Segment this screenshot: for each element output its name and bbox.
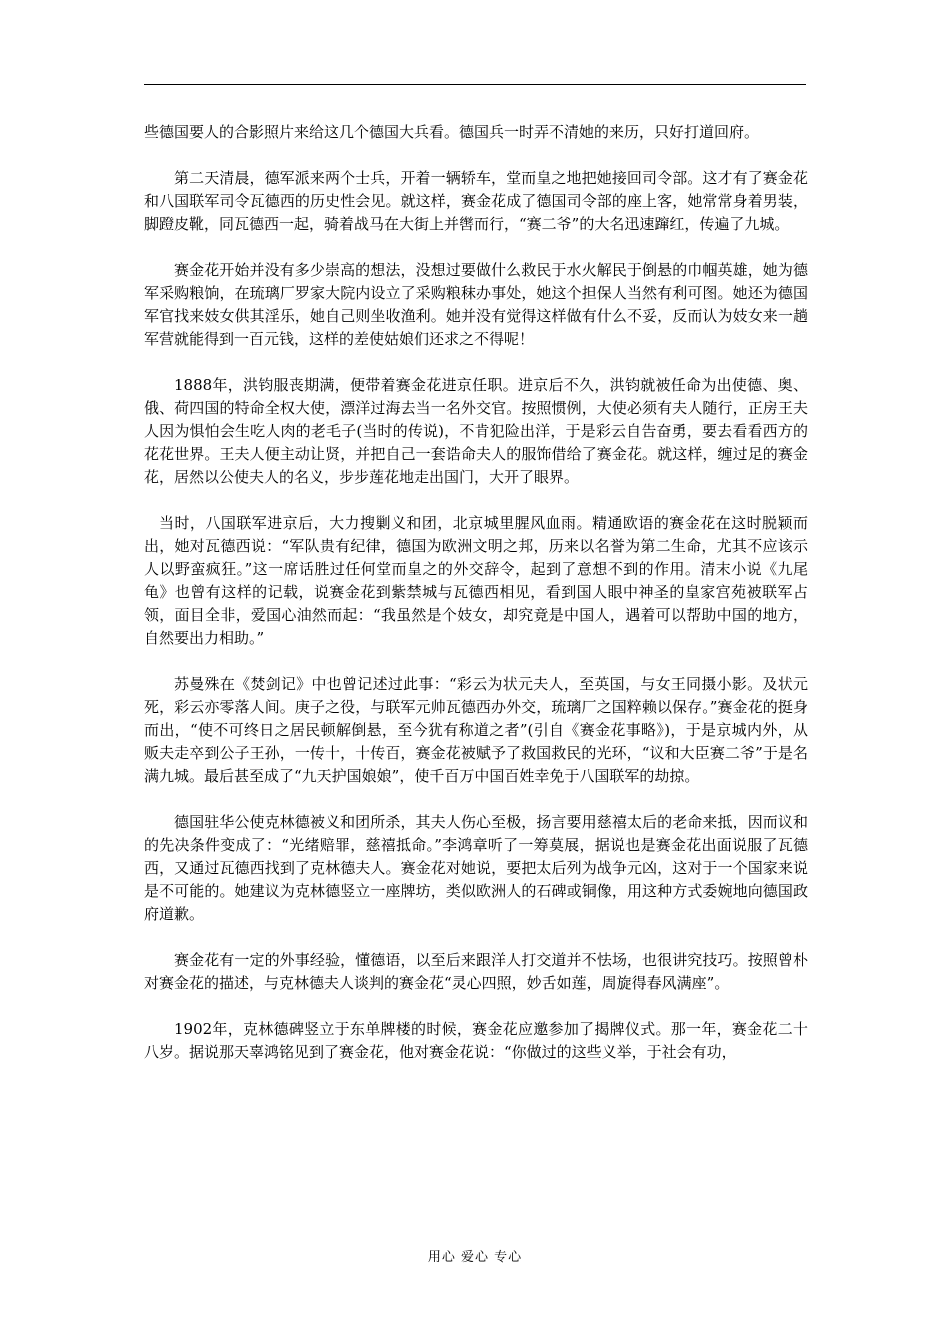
paragraph: 苏曼殊在《焚剑记》中也曾记述过此事：“彩云为状元夫人，至英国，与女王同摄小影。及状元死，彩云亦零落人间。庚子之役，与联军元帅瓦德西办外交，琉璃厂之国粹赖以保存。”赛金花的挺身而出，“使不可终日之居民顿解倒悬，至今犹有称道之者”(引自《赛金花事略》)，于是京城内外，从贩夫走卒到公子王孙，一传十，十传百，赛金花被赋予了救国救民的光环，“议和大臣赛二爷”于是名满九城。最后甚至成了“九天护国娘娘”，使千百万中国百姓幸免于八国联军的劫掠。 <box>144 675 808 785</box>
paragraph: 1888年，洪钧服丧期满，便带着赛金花进京任职。进京后不久，洪钧就被任命为出使德、奥、俄、荷四国的特命全权大使，漂洋过海去当一名外交官。按照惯例，大使必须有夫人随行，正房王夫人因为惧怕会生吃人肉的老毛子(当时的传说)，不肯犯险出洋，于是彩云自告奋勇，要去看看西方的花花世界。王夫人便主动让贤，并把自己一套诰命夫人的服饰借给了赛金花。就这样，缠过足的赛金花，居然以公使夫人的名义，步步莲花地走出国门，大开了眼界。 <box>144 376 808 486</box>
paragraph: 第二天清晨，德军派来两个士兵，开着一辆轿车，堂而皇之地把她接回司令部。这才有了赛金花和八国联军司令瓦德西的历史性会见。就这样，赛金花成了德国司令部的座上客，她常常身着男装，脚蹬皮靴，同瓦德西一起，骑着战马在大街上并辔而行，“赛二爷”的大名迅速蹿红，传遍了九城。 <box>144 169 808 233</box>
paragraph: 1902年，克林德碑竖立于东单牌楼的时候，赛金花应邀参加了揭牌仪式。那一年，赛金花二十八岁。据说那天辜鸿铭见到了赛金花，他对赛金花说：“你做过的这些义举，于社会有功， <box>144 1020 808 1061</box>
paragraph: 德国驻华公使克林德被义和团所杀，其夫人伤心至极，扬言要用慈禧太后的老命来抵，因而议和的先决条件变成了：“光绪赔罪，慈禧抵命。”李鸿章听了一筹莫展，据说也是赛金花出面说服了瓦德西，又通过瓦德西找到了克林德夫人。赛金花对她说，要把太后列为战争元凶，这对于一个国家来说是不可能的。她建议为克林德竖立一座牌坊，类似欧洲人的石碑或铜像，用这种方式委婉地向德国政府道歉。 <box>144 813 808 923</box>
paragraph: 当时，八国联军进京后，大力搜剿义和团，北京城里腥风血雨。精通欧语的赛金花在这时脱颖而出，她对瓦德西说：“军队贵有纪律，德国为欧洲文明之邦，历来以名誉为第二生命，尤其不应该示人以野蛮疯狂。”这一席话胜过任何堂而皇之的外交辞令，起到了意想不到的作用。清末小说《九尾龟》也曾有这样的记载，说赛金花到紫禁城与瓦德西相见，看到国人眼中神圣的皇家宫苑被联军占领，面目全非，爱国心油然而起：“我虽然是个妓女，却究竟是中国人，遇着可以帮助中国的地方，自然要出力相助。” <box>144 514 808 647</box>
paragraph: 赛金花开始并没有多少崇高的想法，没想过要做什么救民于水火解民于倒悬的巾帼英雄，她为德军采购粮饷，在琉璃厂罗家大院内设立了采购粮秣办事处，她这个担保人当然有利可图。她还为德国军官找来妓女供其淫乐，她自己则坐收渔利。她并没有觉得这样做有什么不妥，反而认为妓女来一趟军营就能得到一百元钱，这样的差使姑娘们还求之不得呢！ <box>144 261 808 348</box>
document-body <box>144 121 808 1087</box>
header-rule <box>144 84 806 85</box>
paragraph: 赛金花有一定的外事经验，懂德语，以至后来跟洋人打交道并不怯场，也很讲究技巧。按照曾朴对赛金花的描述，与克林德夫人谈判的赛金花“灵心四照，妙舌如莲，周旋得春风满座”。 <box>144 951 808 992</box>
page-footer: 用心 爱心 专心 <box>427 1250 523 1265</box>
paragraph-continuation: 些德国要人的合影照片来给这几个德国大兵看。德国兵一时弄不清她的来历，只好打道回府。 <box>144 123 760 141</box>
